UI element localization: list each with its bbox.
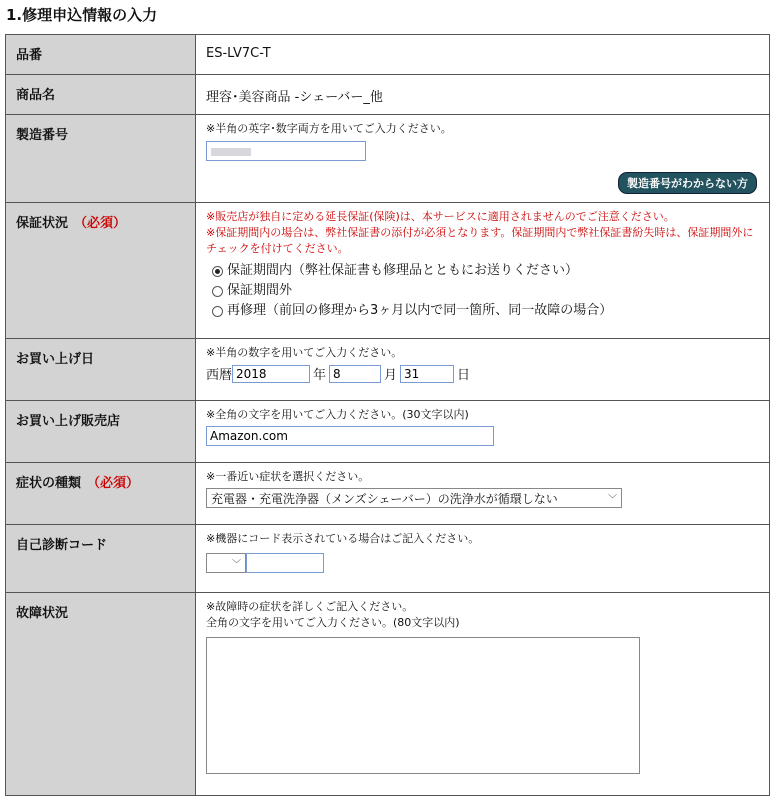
label-serial: 製造番号: [6, 115, 196, 203]
row-purchase-date: [6, 339, 770, 401]
row-product: [6, 75, 770, 115]
row-serial: [6, 115, 770, 203]
row-warranty: [6, 203, 770, 339]
month-unit: 月: [384, 368, 398, 383]
unknown-serial-button[interactable]: 製造番号がわからない方: [618, 172, 757, 194]
day-unit: 日: [457, 368, 471, 383]
product-value: 理容･美容商品 -シェーバー_他: [206, 90, 383, 105]
row-model: [6, 35, 770, 75]
symptom-selected: 充電器・充電洗浄器（メンズシェーバー）の洗浄水が循環しない: [211, 491, 558, 506]
chevron-down-icon[interactable]: ﹀: [607, 494, 617, 505]
value-code: [196, 525, 770, 593]
month-input[interactable]: [329, 365, 381, 383]
warranty-note-1: ※販売店が独自に定める延長保証(保険)は、本サービスに適用されませんのでご注意ください。: [206, 210, 675, 223]
value-purchase-date: [196, 339, 770, 401]
label-store: お買い上げ販売店: [6, 401, 196, 463]
store-note: ※全角の文字を用いてご入力ください。(30文字以内): [206, 408, 469, 421]
repair-form-table: [5, 34, 770, 796]
fault-textarea[interactable]: [206, 637, 640, 774]
store-input[interactable]: [206, 426, 494, 446]
required-mark: （必須）: [87, 476, 140, 491]
label-model: 品番: [6, 35, 196, 75]
serial-note: ※半角の英字･数字両方を用いてご入力ください。: [206, 122, 452, 135]
serial-input[interactable]: [206, 141, 366, 161]
value-model: [196, 35, 770, 75]
code-prefix-select[interactable]: [206, 553, 246, 573]
symptom-select[interactable]: [206, 488, 622, 508]
section-heading: 1.修理申込情報の入力: [6, 6, 158, 24]
chevron-down-icon[interactable]: ﹀: [231, 559, 241, 570]
warranty-option-out[interactable]: 保証期間外: [212, 281, 769, 301]
warranty-option-in[interactable]: 保証期間内（弊社保証書も修理品とともにお送りください）: [212, 261, 769, 281]
value-warranty: [196, 203, 770, 339]
year-unit: 年: [313, 368, 327, 383]
code-input[interactable]: [246, 553, 324, 573]
value-store: [196, 401, 770, 463]
label-warranty: 保証状況 （必須）: [6, 203, 196, 339]
label-product: 商品名: [6, 75, 196, 115]
value-fault: [196, 593, 770, 796]
label-purchase-date: お買い上げ日: [6, 339, 196, 401]
symptom-note: ※一番近い症状を選択ください。: [206, 470, 370, 483]
radio-selected-icon[interactable]: [212, 266, 223, 277]
row-store: [6, 401, 770, 463]
value-serial: [196, 115, 770, 203]
fault-note-1: ※故障時の症状を詳しくご記入ください。: [206, 600, 414, 613]
model-value: ES-LV7C-T: [206, 46, 271, 61]
label-fault: 故障状況: [6, 593, 196, 796]
warranty-note-2: ※保証期間内の場合は、弊社保証書の添付が必須となります。保証期間内で弊社保証書紛失時は、保証期間外にチェックを付けてください。: [206, 226, 754, 255]
fault-note-2: 全角の文字を用いてご入力ください。(80文字以内): [206, 616, 460, 629]
warranty-option-rerepair[interactable]: 再修理（前回の修理から3ヶ月以内で同一箇所、同一故障の場合）: [212, 301, 769, 321]
radio-icon[interactable]: [212, 306, 223, 317]
required-mark: （必須）: [74, 216, 127, 231]
row-symptom: [6, 463, 770, 525]
row-fault: [6, 593, 770, 796]
serial-redacted: [211, 148, 251, 156]
era-label: 西暦: [206, 368, 233, 383]
date-note: ※半角の数字を用いてご入力ください。: [206, 346, 403, 359]
row-code: [6, 525, 770, 593]
radio-icon[interactable]: [212, 286, 223, 297]
value-symptom: [196, 463, 770, 525]
label-code: 自己診断コード: [6, 525, 196, 593]
year-input[interactable]: [232, 365, 310, 383]
code-note: ※機器にコード表示されている場合はご記入ください。: [206, 532, 480, 545]
label-symptom: 症状の種類 （必須）: [6, 463, 196, 525]
day-input[interactable]: [400, 365, 454, 383]
value-product: [196, 75, 770, 115]
